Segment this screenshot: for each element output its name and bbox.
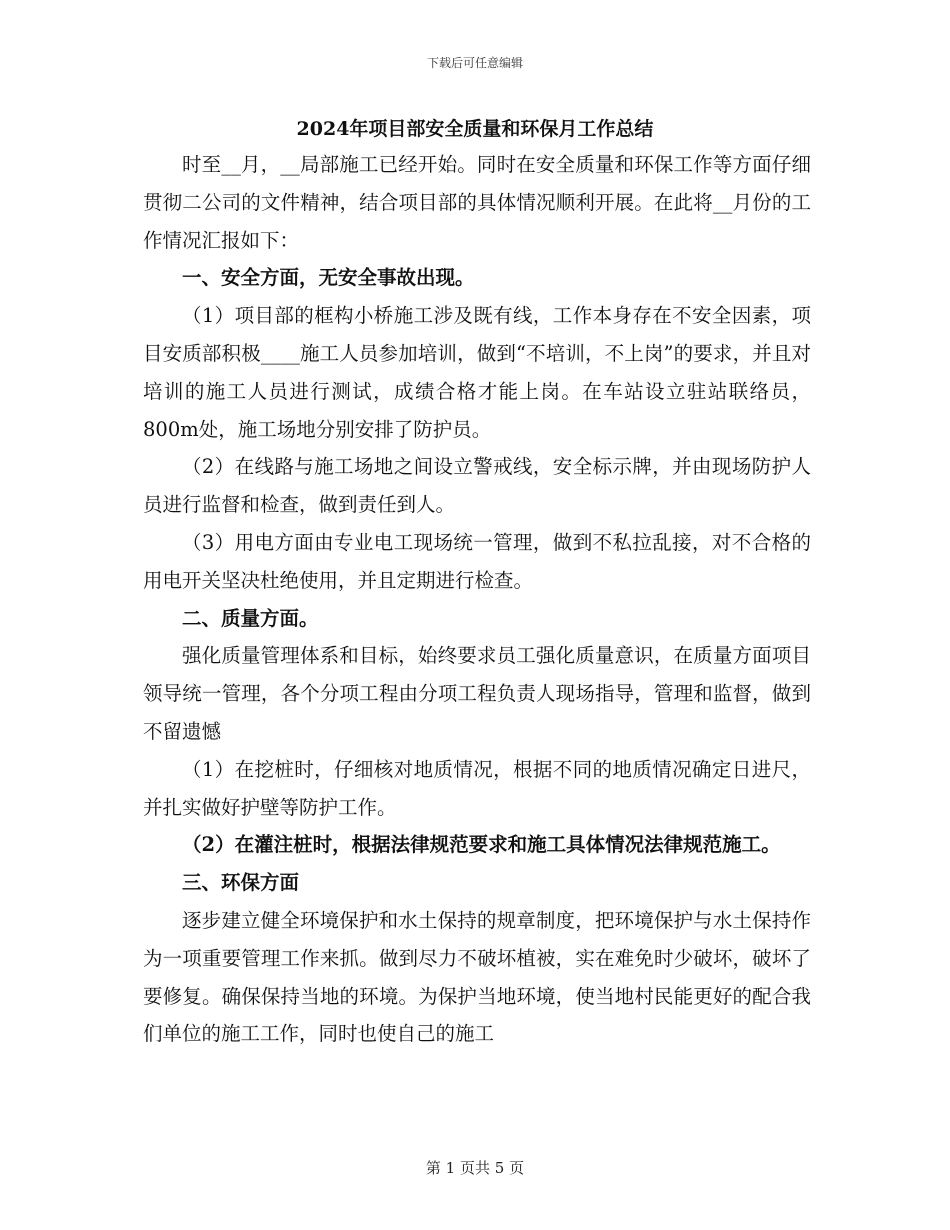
paragraph-quality-item-1: （1）在挖桩时，仔细核对地质情况，根据不同的地质情况确定日进尺，并扎实做好护壁等防护工作。	[143, 757, 811, 819]
document-body	[143, 146, 811, 1053]
paragraph-heading-safety: 一、安全方面，无安全事故出现。	[182, 266, 475, 290]
paragraph-safety-item-2: （2）在线路与施工场地之间设立警戒线，安全标示牌，并由现场防护人员进行监督和检查，做到责任到人。	[143, 455, 811, 517]
paragraph-safety-item-1: （1）项目部的框构小桥施工涉及既有线，工作本身存在不安全因素，项目安质部积极____施工人员参加培训，做到“不培训，不上岗”的要求，并且对培训的施工人员进行测试，成绩合格才能上岗。在车站设立驻站联络员，800m处，施工场地分别安排了防护员。	[143, 304, 811, 441]
header-note: 下载后可任意编辑	[426, 56, 523, 70]
paragraph-safety-item-3: （3）用电方面由专业电工现场统一管理，做到不私拉乱接，对不合格的用电开关坚决杜绝使用，并且定期进行检查。	[143, 530, 811, 592]
paragraph-heading-quality: 二、质量方面。	[182, 606, 319, 630]
paragraph-quality-item-2: （2）在灌注桩时，根据法律规范要求和施工具体情况法律规范施工。	[182, 833, 781, 857]
paragraph-environment-body: 逐步建立健全环境保护和水土保持的规章制度，把环境保护与水土保持作为一项重要管理工作来抓。做到尽力不破坏植被，实在难免时少破坏，破坏了要修复。确保保持当地的环境。为保护当地环境，使当地村民能更好的配合我们单位的施工工作，同时也使自己的施工	[143, 908, 811, 1046]
paragraph-quality-intro: 强化质量管理体系和目标，始终要求员工强化质量意识，在质量方面项目领导统一管理，各个分项工程由分项工程负责人现场指导，管理和监督，做到不留遗憾	[143, 644, 811, 743]
page-footer: 第 1 页共 5 页	[425, 1159, 525, 1177]
paragraph-intro: 时至__月，__局部施工已经开始。同时在安全质量和环保工作等方面仔细贯彻二公司的文件精神，结合项目部的具体情况顺利开展。在此将__月份的工作情况汇报如下：	[143, 153, 811, 252]
page-title: 2024年项目部安全质量和环保月工作总结	[296, 118, 654, 140]
paragraph-heading-environment: 三、环保方面	[182, 871, 300, 895]
